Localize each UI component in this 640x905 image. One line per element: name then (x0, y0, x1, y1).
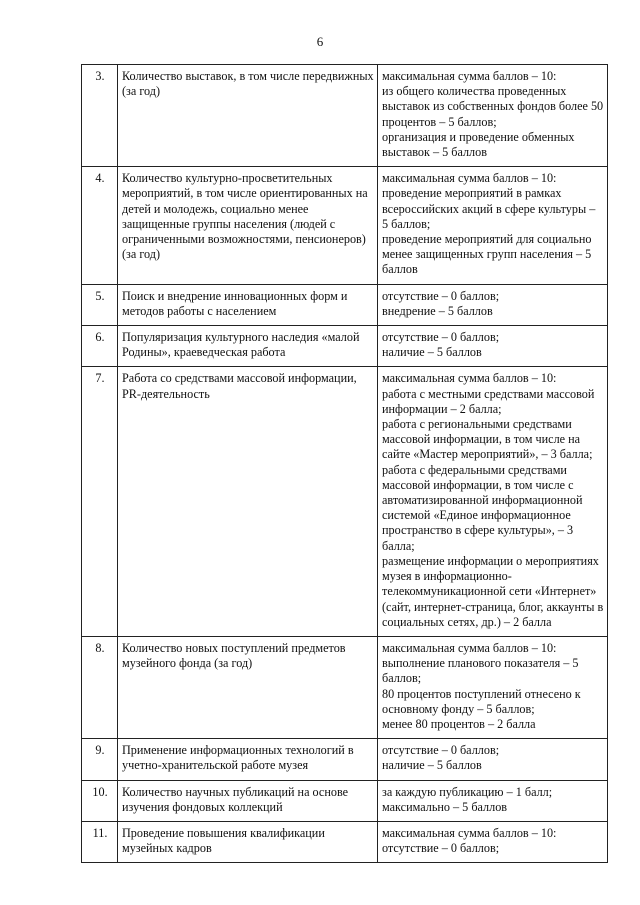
score-line: проведение мероприятий в рамках всероссийских акций в сфере культуры – 5 баллов; (382, 186, 596, 231)
row-number: 8. (82, 636, 118, 738)
score-line: 80 процентов поступлений отнесено к основному фонду – 5 баллов; (382, 686, 581, 716)
score-line: максимальная сумма баллов – 10: (382, 640, 557, 655)
row-number: 3. (82, 65, 118, 167)
row-number: 10. (82, 780, 118, 821)
criterion-name: Количество культурно-просветительных мероприятий, в том числе ориентированных на детей и молодежь, социально менее защищенные группы населения (людей с ограниченными возможностями, пенсионеров) (за год) (118, 167, 378, 284)
table-row (82, 821, 608, 862)
table-row (82, 65, 608, 167)
score-line: максимальная сумма баллов – 10: (382, 825, 557, 840)
score-line: работа с региональными средствами массовой информации, в том числе на сайте «Мастер мероприятий», – 3 балла; (382, 417, 593, 462)
criterion-score (378, 739, 608, 780)
criterion-score (378, 367, 608, 636)
row-number: 9. (82, 739, 118, 780)
score-line: максимально – 5 баллов (382, 799, 508, 814)
criterion-score (378, 780, 608, 821)
score-line: за каждую публикацию – 1 балл; (382, 784, 553, 799)
score-line: отсутствие – 0 баллов; (382, 330, 500, 345)
score-line: отсутствие – 0 баллов; (382, 841, 500, 856)
score-line: работа с местными средствами массовой информации – 2 балла; (382, 386, 595, 416)
criterion-score (378, 326, 608, 367)
row-number: 7. (82, 367, 118, 636)
row-number: 6. (82, 326, 118, 367)
score-line: максимальная сумма баллов – 10: (382, 171, 557, 186)
row-number: 4. (82, 167, 118, 284)
score-line: максимальная сумма баллов – 10: (382, 69, 557, 83)
table-row (82, 739, 608, 780)
criterion-score (378, 821, 608, 862)
score-line: наличие – 5 баллов (382, 758, 482, 773)
criterion-name: Проведение повышения квалификации музейных кадров (118, 821, 378, 862)
criterion-score (378, 65, 608, 167)
table-row (82, 326, 608, 367)
row-number: 11. (82, 821, 118, 862)
score-line: внедрение – 5 баллов (382, 303, 493, 318)
score-line: из общего количества проведенных выставок из собственных фондов более 50 процентов – 5 баллов; (382, 84, 604, 129)
criterion-name: Количество новых поступлений предметов музейного фонда (за год) (118, 636, 378, 738)
criterion-name: Поиск и внедрение инновационных форм и методов работы с населением (118, 284, 378, 325)
criteria-table (81, 64, 608, 863)
table-row (82, 636, 608, 738)
table-row (82, 780, 608, 821)
criterion-score (378, 284, 608, 325)
score-line: отсутствие – 0 баллов; (382, 288, 500, 303)
criterion-name: Количество выставок, в том числе передвижных (за год) (118, 65, 378, 167)
score-line: отсутствие – 0 баллов; (382, 743, 500, 758)
criterion-name: Популяризация культурного наследия «малой Родины», краеведческая работа (118, 326, 378, 367)
page-number: 6 (316, 34, 324, 49)
score-line: максимальная сумма баллов – 10: (382, 371, 557, 386)
criterion-score (378, 167, 608, 284)
table-row (82, 167, 608, 284)
criteria-table-body (82, 65, 608, 863)
score-line: размещение информации о мероприятиях музея в информационно-телекоммуникационной сети «Интернет» (сайт, интернет-страница, блог, аккаунты в социальных сетях, др.) – 2 балла (382, 553, 604, 629)
score-line: работа с федеральными средствами массовой информации, в том числе с автоматизированной информационной системой «Единое информационное пространство в сфере культуры», – 3 балла; (382, 462, 583, 553)
score-line: выполнение планового показателя – 5 баллов; (382, 656, 579, 686)
criterion-score (378, 636, 608, 738)
score-line: организация и проведение обменных выставок – 5 баллов (382, 129, 575, 160)
criterion-name: Количество научных публикаций на основе изучения фондовых коллекций (118, 780, 378, 821)
score-line: проведение мероприятий для социально менее защищенных групп населения – 5 баллов (382, 232, 592, 277)
row-number: 5. (82, 284, 118, 325)
criterion-name: Применение информационных технологий в учетно-хранительской работе музея (118, 739, 378, 780)
table-row (82, 284, 608, 325)
score-line: менее 80 процентов – 2 балла (382, 716, 536, 731)
score-line: наличие – 5 баллов (382, 345, 482, 360)
criterion-name: Работа со средствами массовой информации, PR-деятельность (118, 367, 378, 636)
table-row (82, 367, 608, 636)
